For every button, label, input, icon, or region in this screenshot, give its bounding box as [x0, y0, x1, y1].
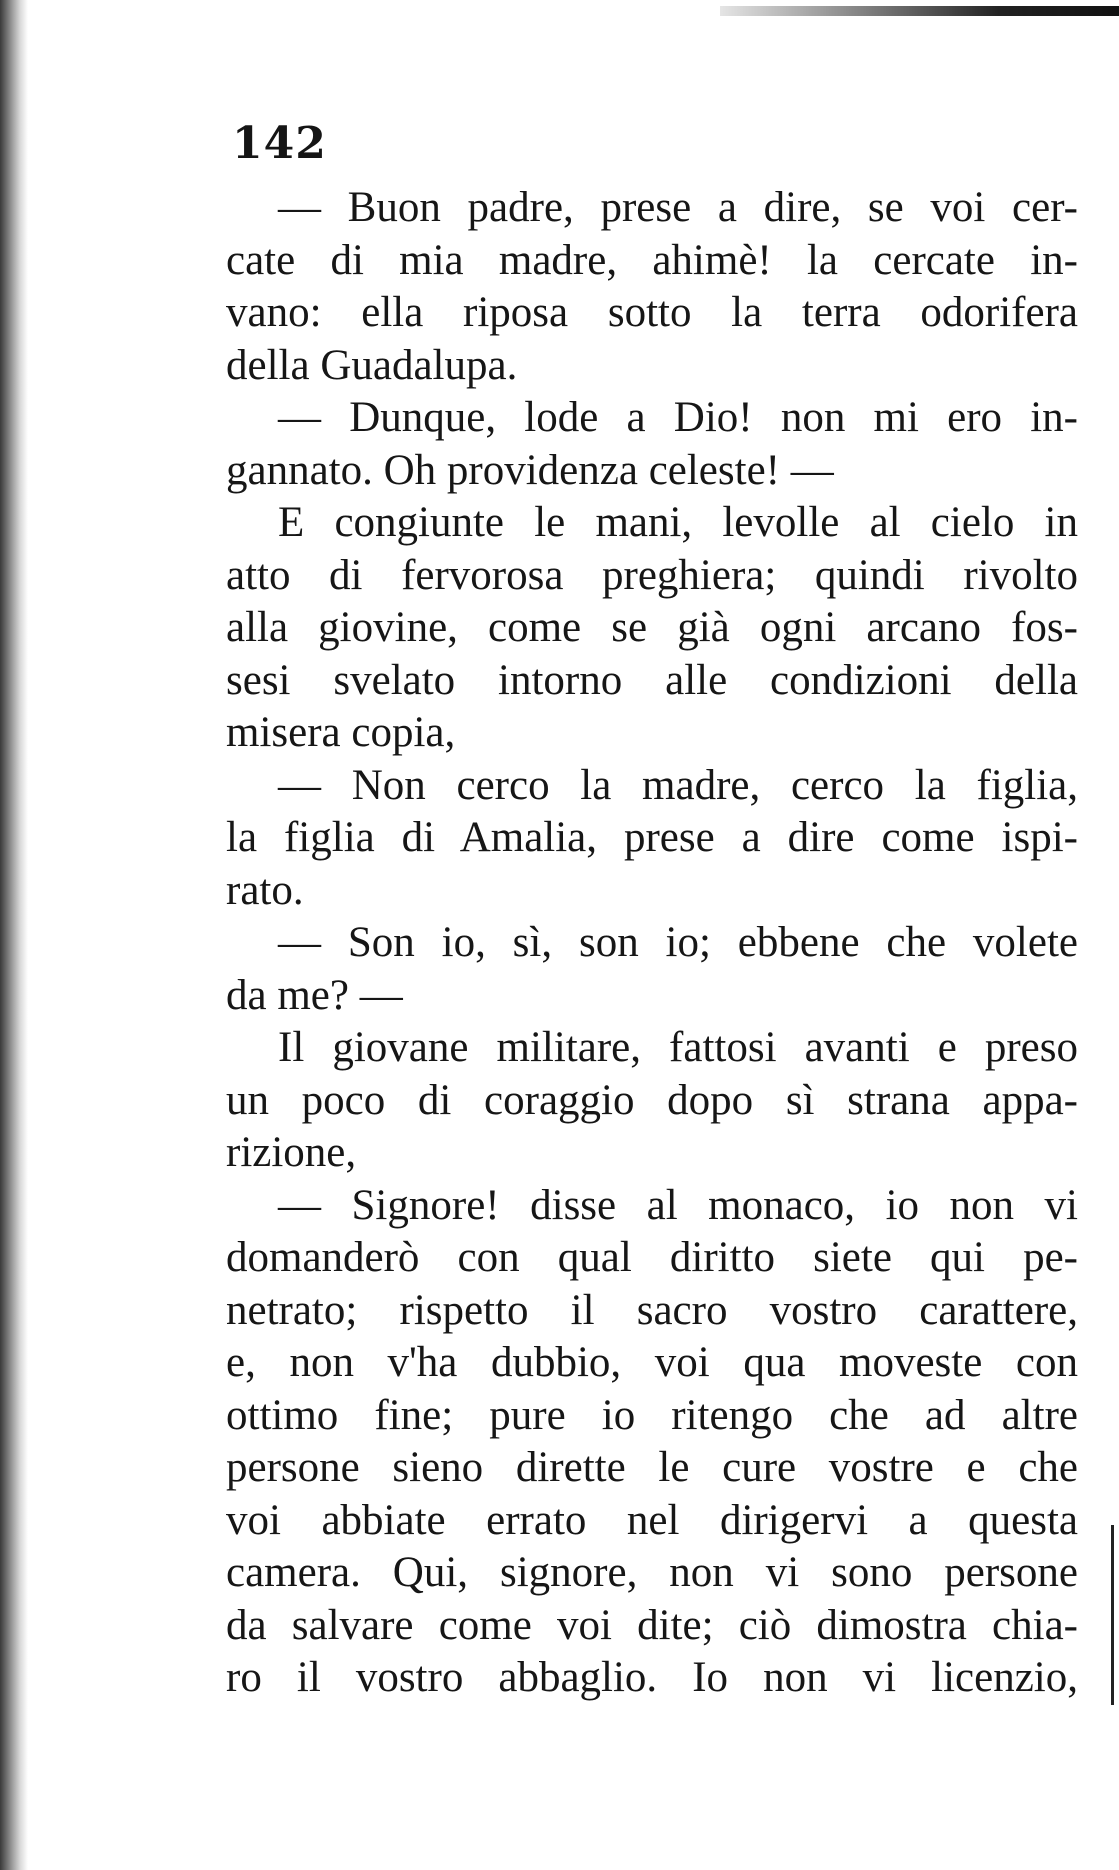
text-line: cate di mia madre, ahimè! la cercate in- — [226, 236, 1078, 284]
top-edge-rule — [720, 6, 1119, 16]
text-line: misera copia, — [226, 709, 456, 756]
page-number: 142 — [232, 118, 327, 169]
right-margin-mark — [1111, 1525, 1114, 1705]
text-line: atto di fervorosa preghiera; quindi rivolto — [226, 551, 1078, 599]
text-line: da salvare come voi dite; ciò dimostra chia- — [226, 1601, 1078, 1649]
text-line: E congiunte le mani, levolle al cielo in — [278, 499, 1078, 546]
book-spine-shadow — [0, 0, 28, 1870]
text-line: — Son io, sì, son io; ebbene che volete — [278, 919, 1078, 966]
text-line: camera. Qui, signore, non vi sono persone — [226, 1549, 1078, 1596]
text-line: della Guadalupa. — [226, 341, 518, 389]
text-line: ottimo fine; pure io ritengo che ad altre — [226, 1391, 1078, 1439]
text-line: da me? — — [226, 971, 403, 1019]
text-line: gannato. Oh providenza celeste! — — [226, 446, 834, 494]
text-line: vano: ella riposa sotto la terra odorifera — [226, 289, 1078, 336]
text-line: netrato; rispetto il sacro vostro carattere, — [226, 1286, 1078, 1334]
text-line: rato. — [226, 866, 304, 914]
text-line: — Buon padre, prese a dire, se voi cer- — [278, 184, 1078, 231]
text-line: ro il vostro abbaglio. Io non vi licenzio, — [226, 1654, 1078, 1701]
body-text — [226, 182, 1078, 1705]
text-line: domanderò con qual diritto siete qui pe- — [226, 1234, 1078, 1281]
text-line: rizione, — [226, 1129, 357, 1176]
text-line: persone sieno dirette le cure vostre e che — [226, 1444, 1078, 1491]
text-line: alla giovine, come se già ogni arcano fos- — [226, 604, 1078, 651]
text-line: Il giovane militare, fattosi avanti e preso — [278, 1024, 1078, 1071]
text-line: un poco di coraggio dopo sì strana appa- — [226, 1076, 1078, 1124]
text-line: e, non v'ha dubbio, voi qua moveste con — [226, 1339, 1078, 1386]
text-line: voi abbiate errato nel dirigervi a questa — [226, 1496, 1078, 1544]
text-line: — Dunque, lode a Dio! non mi ero in- — [278, 394, 1078, 441]
text-line: — Non cerco la madre, cerco la figlia, — [278, 761, 1078, 809]
text-line: sesi svelato intorno alle condizioni della — [226, 656, 1078, 704]
text-line: la figlia di Amalia, prese a dire come ispi- — [226, 814, 1078, 861]
text-line: — Signore! disse al monaco, io non vi — [278, 1181, 1078, 1229]
